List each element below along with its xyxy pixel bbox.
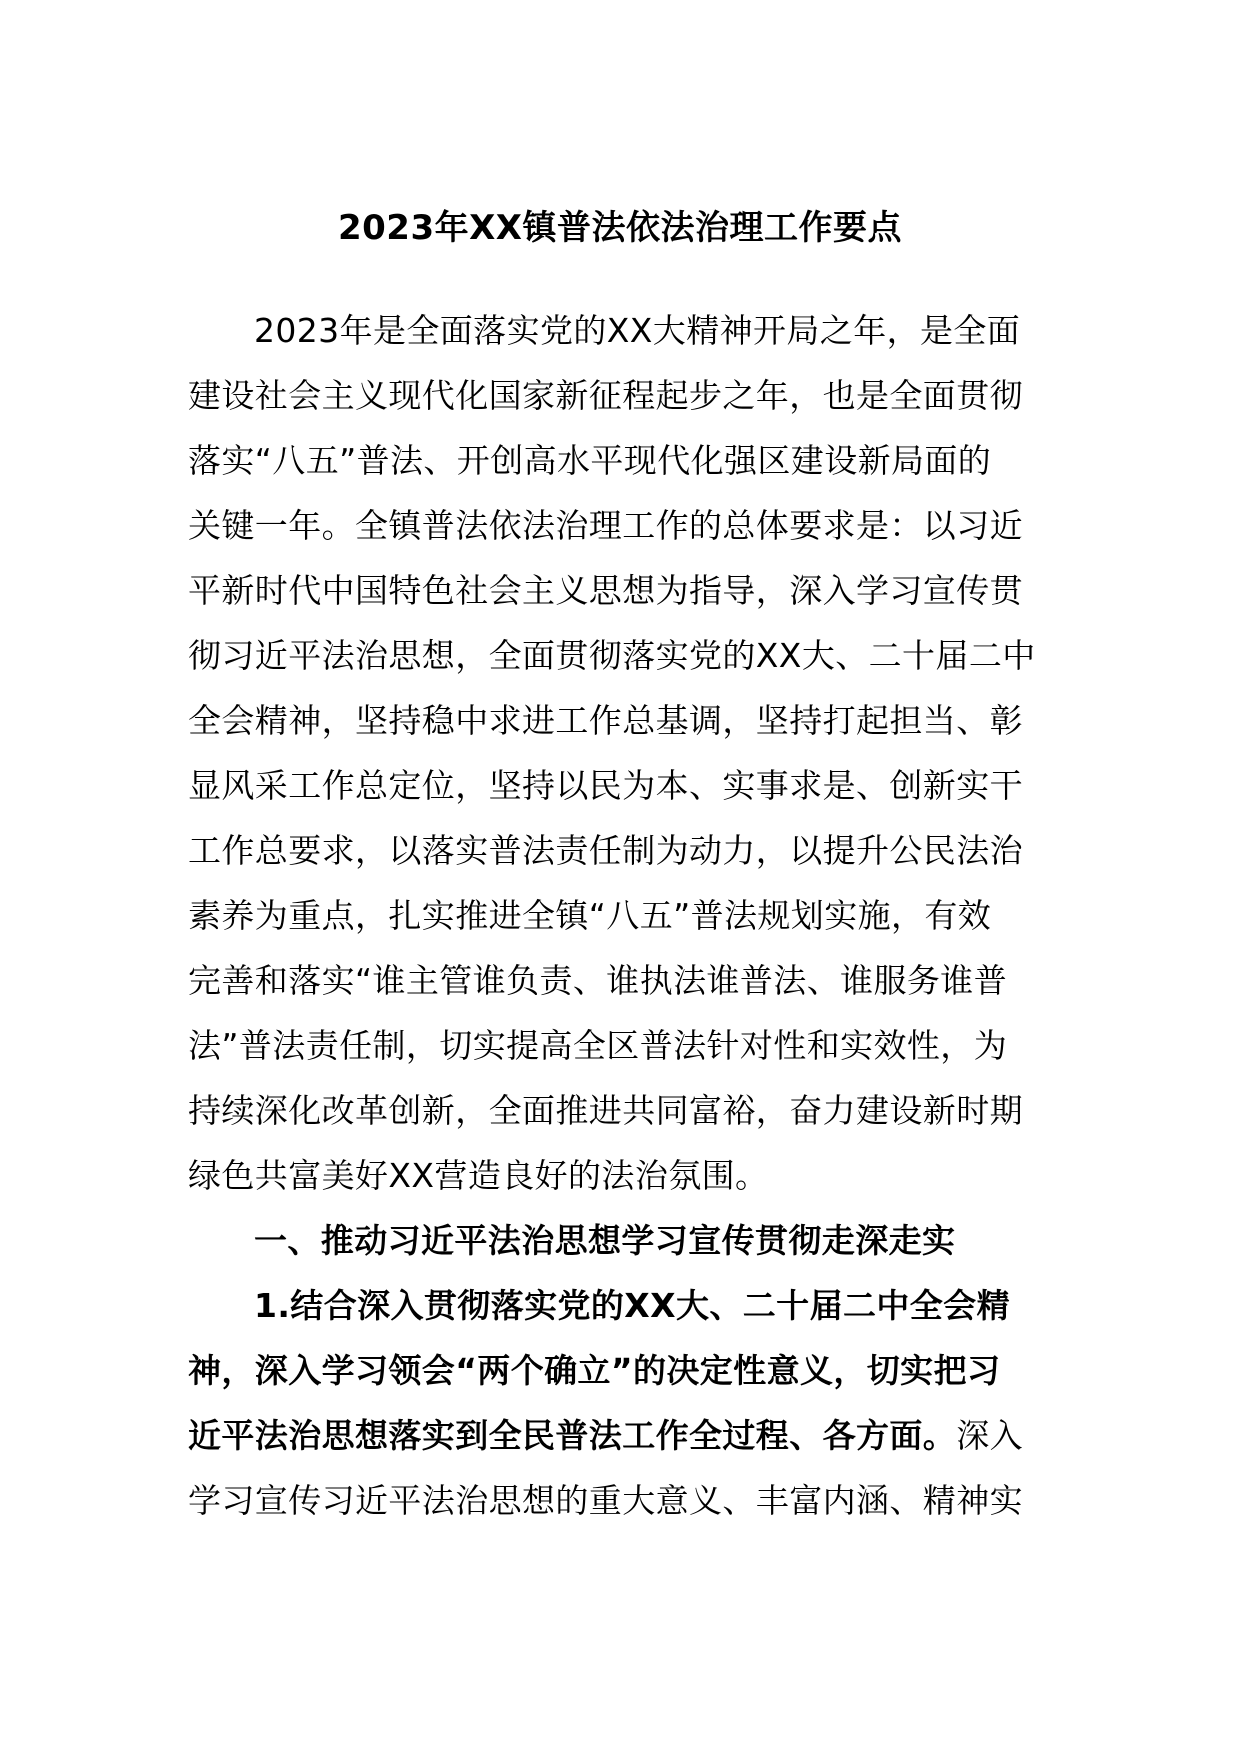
item-1-line-3-normal: 深入 <box>956 1416 1024 1455</box>
intro-line-3: 落实“八五”普法、开创高水平现代化强区建设新局面的 <box>188 441 992 480</box>
intro-line-11: 完善和落实“谁主管谁负责、谁执法谁普法、谁服务谁普 <box>188 961 1008 1000</box>
intro-line-5: 平新时代中国特色社会主义思想为指导，深入学习宣传贯 <box>188 571 1023 610</box>
intro-line-1: 2023年是全面落实党的XX大精神开局之年，是全面 <box>254 311 1021 350</box>
intro-line-13: 持续深化改革创新，全面推进共同富裕，奋力建设新时期 <box>188 1091 1023 1130</box>
intro-line-12: 法”普法责任制，切实提高全区普法针对性和实效性，为 <box>188 1026 1008 1065</box>
document-body <box>188 298 1052 1533</box>
section-1-heading: 一、推动习近平法治思想学习宣传贯彻走深走实 <box>254 1221 956 1260</box>
item-1-line-1: 1.结合深入贯彻落实党的XX大、二十届二中全会精 <box>254 1286 1010 1325</box>
intro-line-6: 彻习近平法治思想，全面贯彻落实党的XX大、二十届二中 <box>188 636 1036 675</box>
intro-line-2: 建设社会主义现代化国家新征程起步之年，也是全面贯彻 <box>188 376 1023 415</box>
item-1-line-4: 学习宣传习近平法治思想的重大意义、丰富内涵、精神实 <box>188 1481 1023 1520</box>
intro-line-10: 素养为重点，扎实推进全镇“八五”普法规划实施，有效 <box>188 896 992 935</box>
item-1-line-3-bold: 近平法治思想落实到全民普法工作全过程、各方面。 <box>188 1416 957 1455</box>
intro-line-9: 工作总要求，以落实普法责任制为动力，以提升公民法治 <box>188 831 1023 870</box>
intro-line-8: 显风采工作总定位，坚持以民为本、实事求是、创新实干 <box>188 766 1023 805</box>
document-title: 2023年XX镇普法依法治理工作要点 <box>337 208 903 248</box>
intro-line-7: 全会精神，坚持稳中求进工作总基调，坚持打起担当、彰 <box>188 701 1023 740</box>
intro-line-4: 关键一年。全镇普法依法治理工作的总体要求是：以习近 <box>188 506 1023 545</box>
item-1-line-2: 神，深入学习领会“两个确立”的决定性意义，切实把习 <box>188 1351 1001 1390</box>
item-1-line-3 <box>188 1403 1052 1468</box>
intro-line-14: 绿色共富美好XX营造良好的法治氛围。 <box>188 1156 769 1195</box>
